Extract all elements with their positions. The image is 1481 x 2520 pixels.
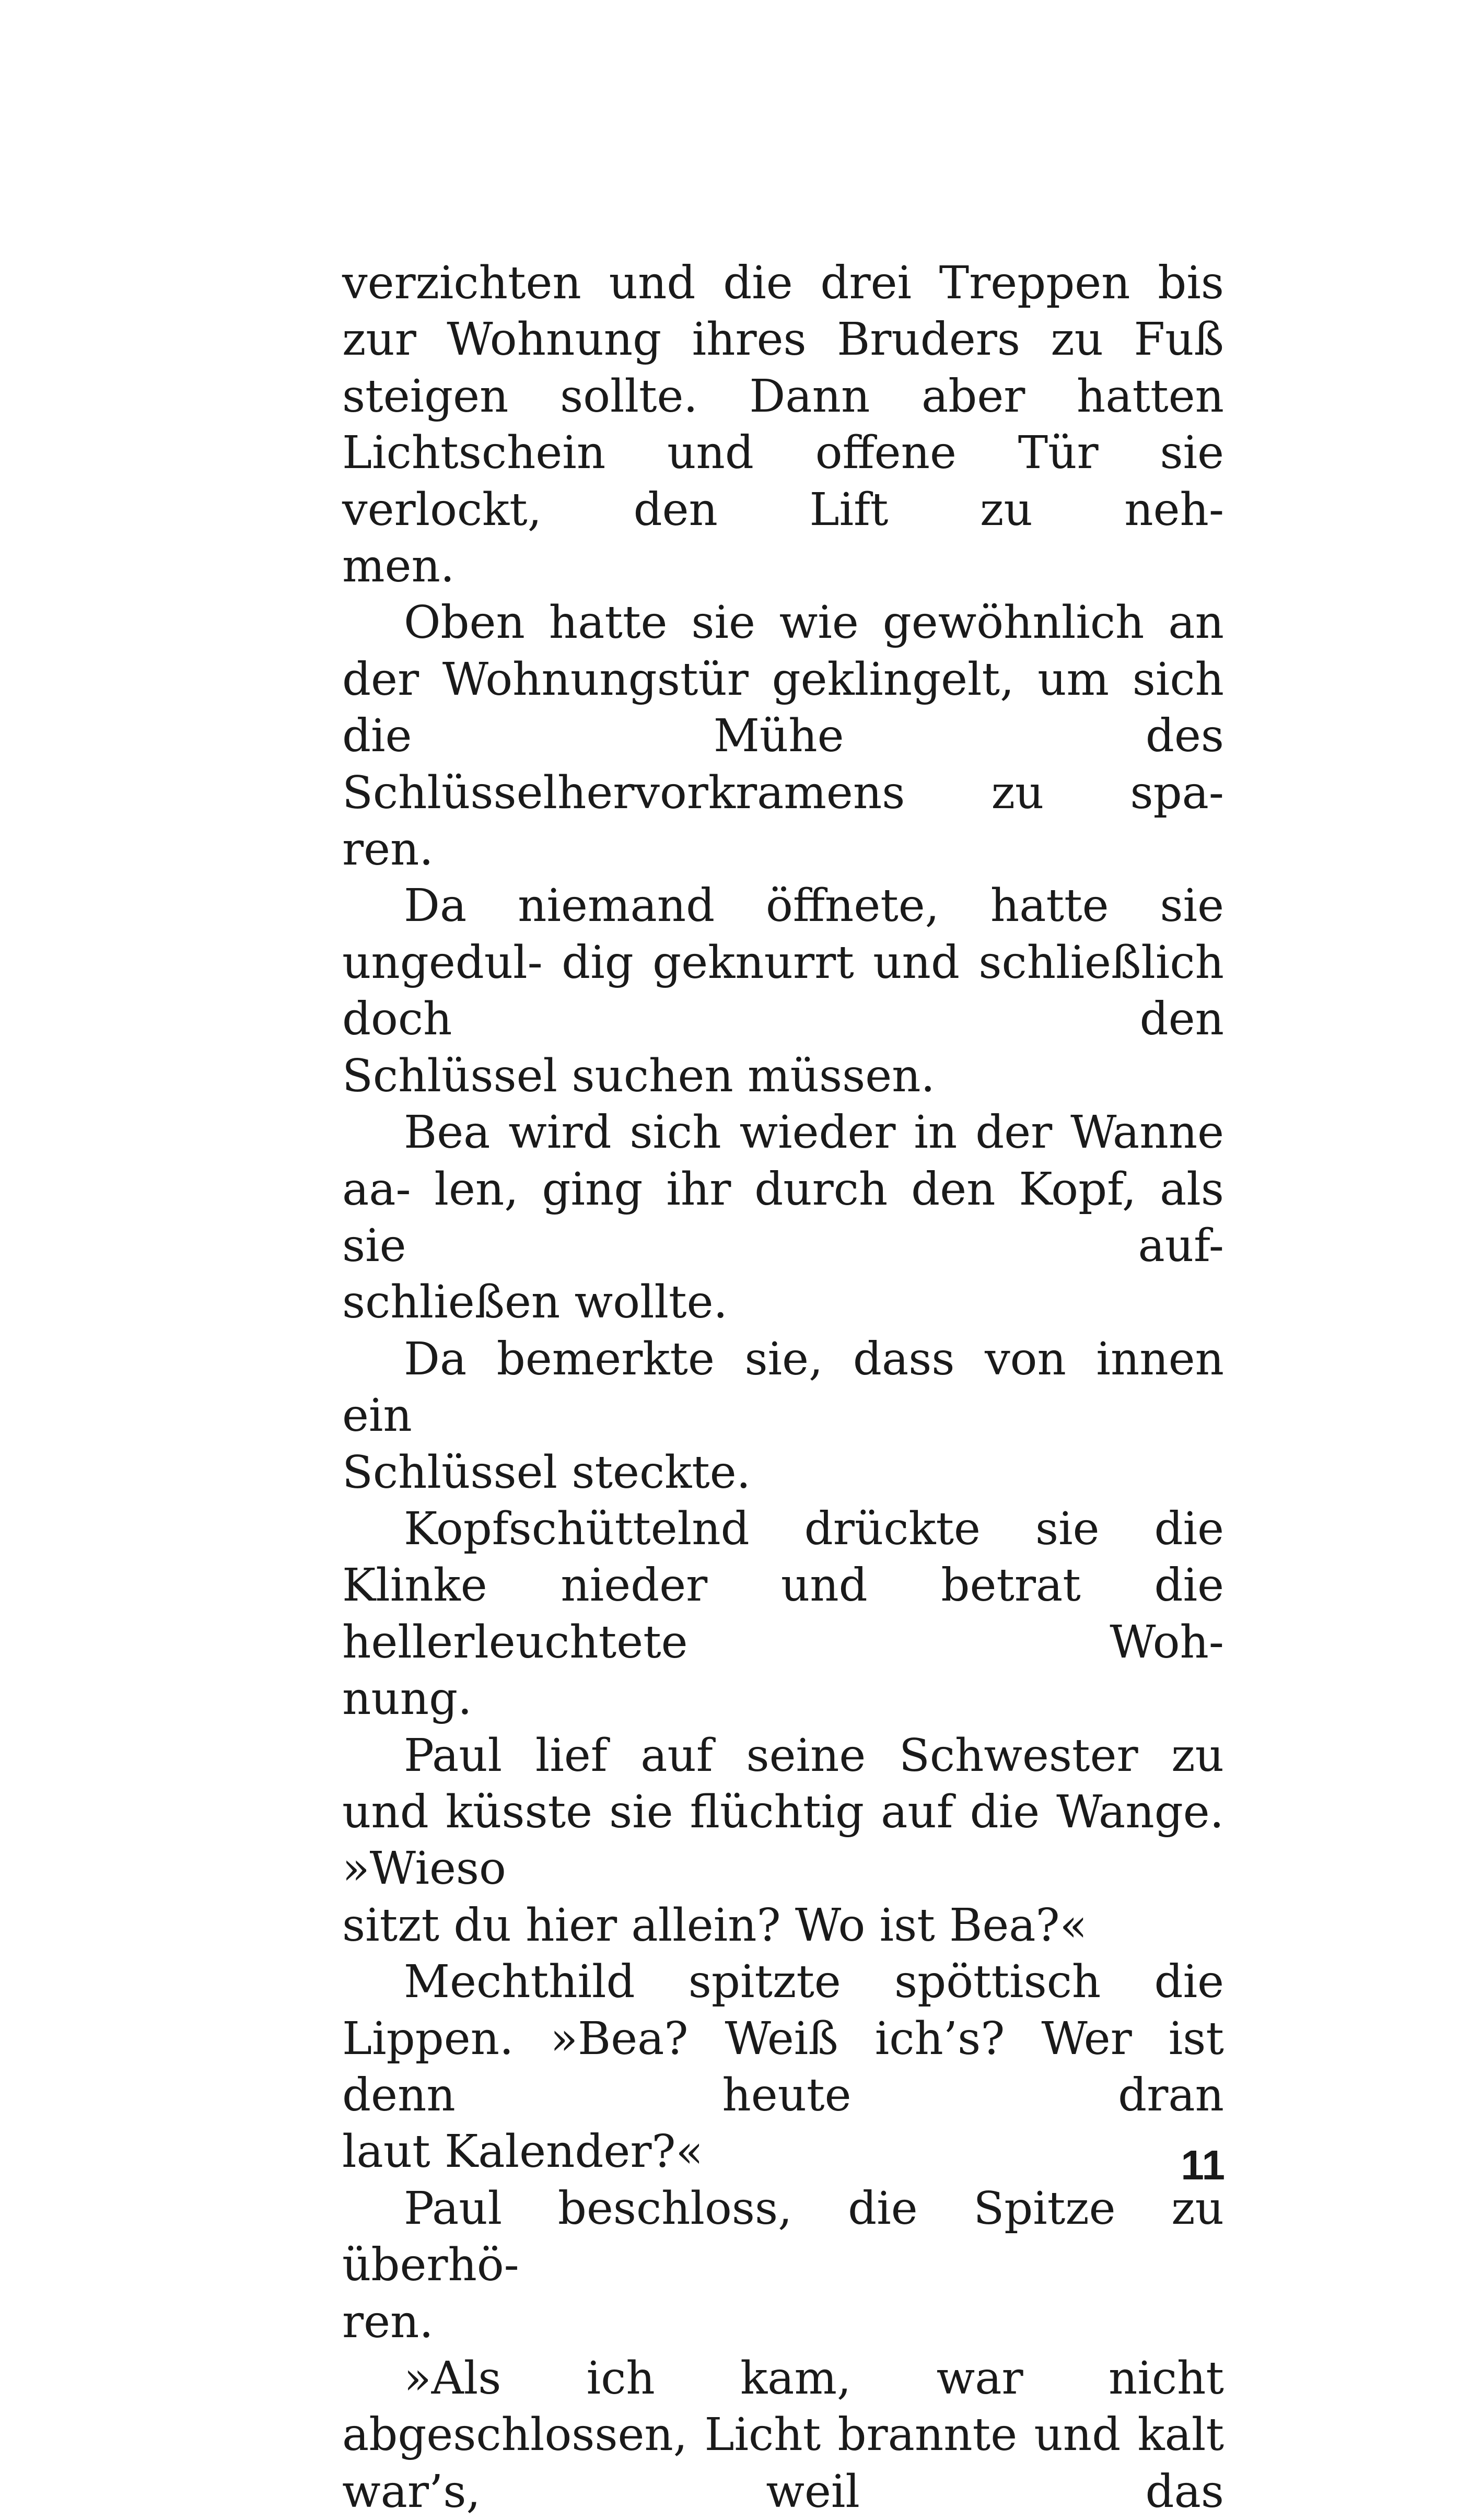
paragraph [342, 1331, 1224, 1501]
text-line: men. [342, 540, 455, 593]
text-line: Paul beschloss, die Spitze zu überhö- [342, 2182, 1224, 2292]
text-line: »Als ich kam, war nicht abgeschlossen, [342, 2352, 1224, 2461]
text-line: Licht brannte und kalt war’s, weil das [342, 2409, 1224, 2518]
paragraph [342, 1728, 1224, 1954]
text-line: dig geknurrt und schließlich doch den [342, 936, 1224, 1046]
text-line: Schlüssel steckte. [342, 1446, 751, 1499]
text-line: »Bea? Weiß ich’s? Wer ist denn heute dran [342, 2012, 1224, 2121]
text-line: Da niemand öffnete, hatte sie ungedul- [342, 880, 1224, 989]
text-line: schließen wollte. [342, 1276, 728, 1329]
body-text [342, 255, 1224, 2520]
paragraph [342, 1104, 1224, 1331]
text-line: Kopfschüttelnd drückte sie die Klinke [342, 1502, 1224, 1612]
page-number: 11 [1181, 2142, 1225, 2188]
text-line: Bea wird sich wieder in der Wanne aa- [342, 1106, 1224, 1216]
paragraph [342, 594, 1224, 878]
text-line: Wohnung ihres Bruders zu Fuß steigen [342, 313, 1225, 423]
paragraph [342, 255, 1224, 594]
text-line: Oben hatte sie wie gewöhnlich an der [342, 597, 1224, 706]
paragraph [342, 1954, 1224, 2180]
text-line: nung. [342, 1673, 472, 1725]
text-line: nieder und betrat die hellerleuchtete Woh- [342, 1559, 1224, 1669]
text-line: Paul lief auf seine Schwester zu und [342, 1729, 1224, 1838]
text-line: len, ging ihr durch den Kopf, als sie auf- [342, 1163, 1224, 1272]
text-line: Schlüssel suchen müssen. [342, 1049, 935, 1102]
paragraph [342, 2180, 1224, 2350]
text-line: Mechthild spitzte spöttisch die Lippen. [342, 1956, 1224, 2065]
paragraph [342, 878, 1224, 1104]
text-line: sollte. Dann aber hatten Lichtschein und [342, 370, 1224, 480]
text-line: küsste sie flüchtig auf die Wange. »Wieso [342, 1786, 1224, 1895]
text-line: ren. [342, 823, 434, 876]
text-line: sitzt du hier allein? Wo ist Bea?« [342, 1899, 1088, 1952]
text-line: verzichten und die drei Treppen bis zur [342, 257, 1224, 366]
text-line: Mühe des Schlüsselhervorkramens zu spa- [342, 710, 1224, 819]
text-line: laut Kalender?« [342, 2126, 704, 2178]
text-line: offene Tür sie verlockt, den Lift zu neh- [342, 427, 1224, 536]
paragraph [342, 2350, 1224, 2520]
paragraph [342, 1501, 1224, 1728]
text-line: Wohnungstür geklingelt, um sich die [342, 653, 1224, 763]
text-line: ren. [342, 2295, 434, 2348]
text-line: Da bemerkte sie, dass von innen ein [342, 1333, 1224, 1442]
